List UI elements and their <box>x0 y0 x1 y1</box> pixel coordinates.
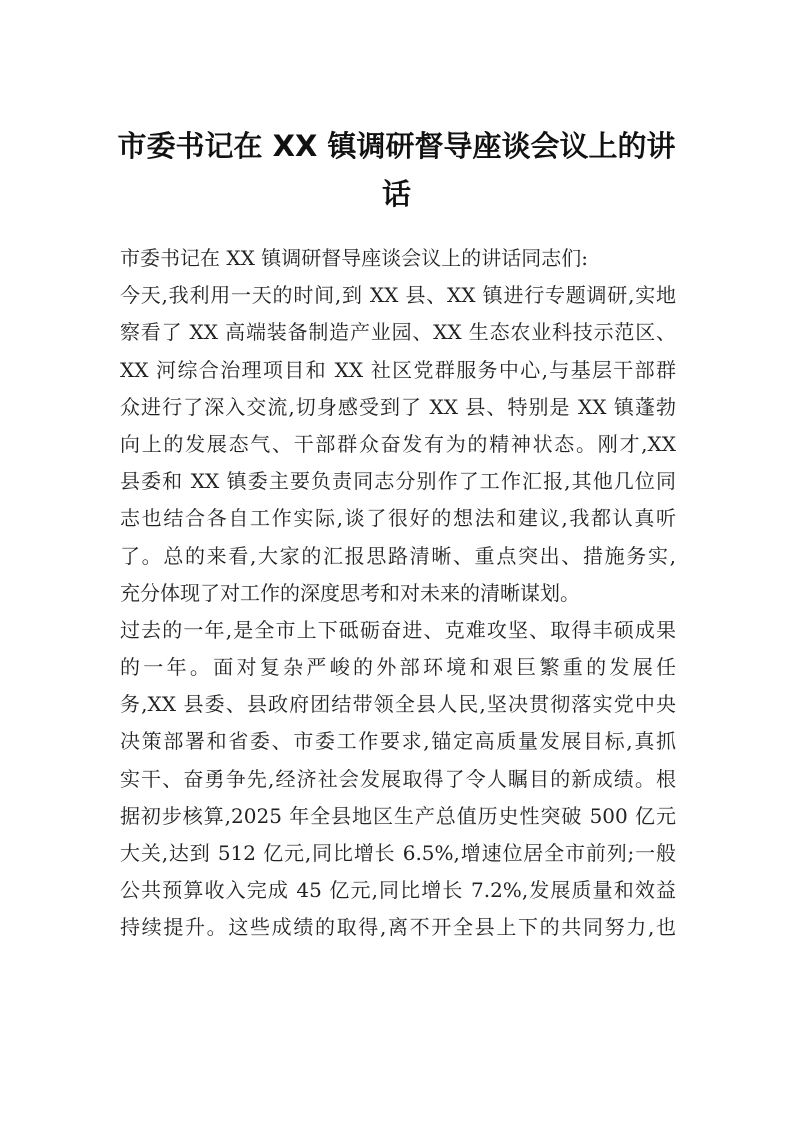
body-line: 向上的发展态气、干部群众奋发有为的精神状态。刚才,XX <box>120 431 676 456</box>
body-line: 志也结合各自工作实际,谈了很好的想法和建议,我都认真听 <box>120 506 676 531</box>
body-line: 持续提升。这些成绩的取得,离不开全县上下的共同努力,也 <box>120 915 676 940</box>
body-line: 察看了 XX 高端装备制造产业园、XX 生态农业科技示范区、 <box>120 320 676 345</box>
body-line: 充分体现了对工作的深度思考和对未来的清晰谋划。 <box>120 580 580 605</box>
body-line: 公共预算收入完成 45 亿元,同比增长 7.2%,发展质量和效益 <box>120 878 676 903</box>
body-line: 了。总的来看,大家的汇报思路清晰、重点突出、措施务实, <box>120 543 676 568</box>
body-line: 据初步核算,2025 年全县地区生产总值历史性突破 500 亿元 <box>120 803 676 828</box>
body-line: 众进行了深入交流,切身感受到了 XX 县、特别是 XX 镇蓬勃 <box>120 394 676 419</box>
body-line: 今天,我利用一天的时间,到 XX 县、XX 镇进行专题调研,实地 <box>120 283 676 308</box>
document-body <box>120 240 676 947</box>
body-line: 市委书记在 XX 镇调研督导座谈会议上的讲话同志们: <box>120 246 588 270</box>
body-line: 决策部署和省委、市委工作要求,锚定高质量发展目标,真抓 <box>120 729 676 754</box>
title-line-1: 市委书记在 XX 镇调研督导座谈会议上的讲 <box>117 129 676 163</box>
title-line-2: 话 <box>381 177 411 211</box>
body-line: 实干、奋勇争先,经济社会发展取得了令人瞩目的新成绩。根 <box>120 766 676 791</box>
body-line: 县委和 XX 镇委主要负责同志分别作了工作汇报,其他几位同 <box>120 469 676 494</box>
body-line: 务,XX 县委、县政府团结带领全县人民,坚决贯彻落实党中央 <box>120 692 676 717</box>
body-line: XX 河综合治理项目和 XX 社区党群服务中心,与基层干部群 <box>120 357 676 382</box>
document-title <box>110 122 683 218</box>
body-line: 的一年。面对复杂严峻的外部环境和艰巨繁重的发展任 <box>120 655 676 680</box>
body-line: 过去的一年,是全市上下砥砺奋进、克难攻坚、取得丰硕成果 <box>120 617 676 642</box>
body-line: 大关,达到 512 亿元,同比增长 6.5%,增速位居全市前列;一般 <box>120 841 676 865</box>
